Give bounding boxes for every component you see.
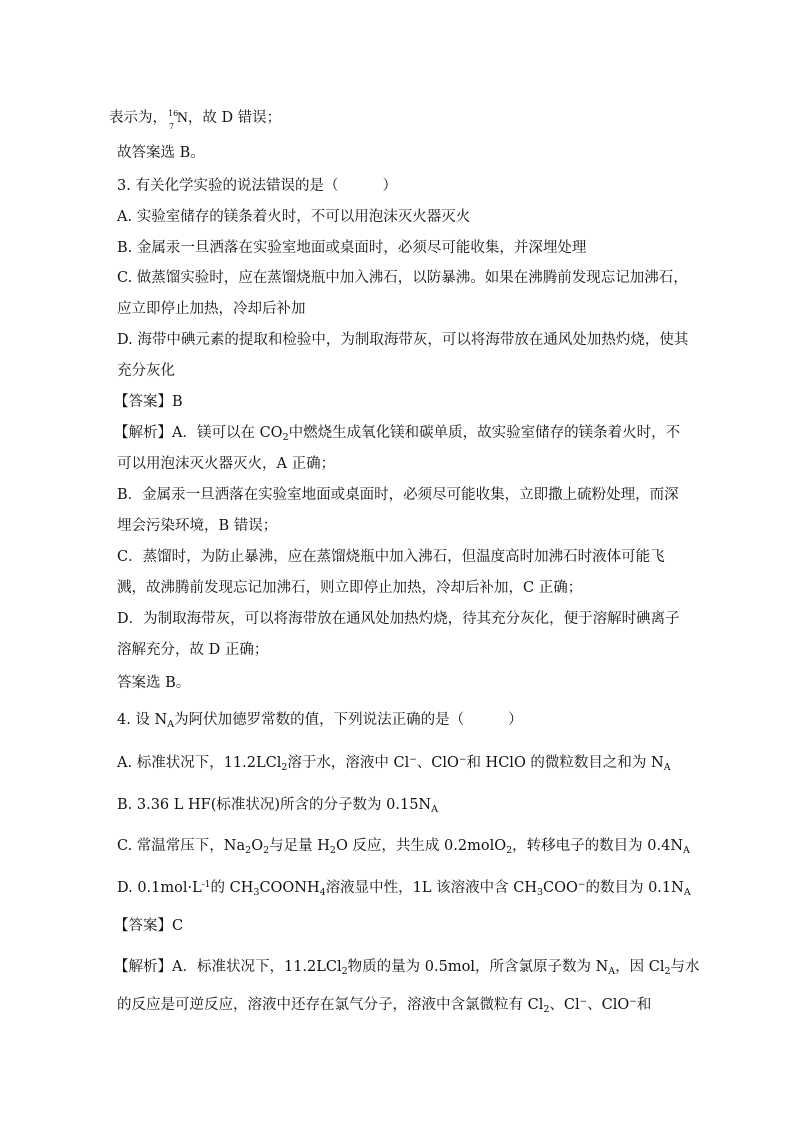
analysis-line: 【解析】A．镁可以在 $CO_2$中燃烧生成氧化镁和碳单质，故实验室储存的镁条着火时，不: [114, 425, 681, 443]
text-line: C．蒸馏时，为防止暴沸，应在蒸馏烧瓶中加入沸石，但温度高时加沸石时液体可能飞: [117, 549, 665, 565]
question-3-stem: 3. 有关化学实验的说法错误的是（ ）: [117, 178, 397, 194]
text-line: 的反应是可逆反应，溶液中还存在氯气分子，溶液中含氯微粒有 $Cl_2$、Cl−、ClO−和: [117, 997, 652, 1015]
text-line: 充分灰化: [117, 363, 175, 379]
text-line: 答案选 B。: [117, 675, 191, 691]
text-line: 可以用泡沫灭火器灭火，A 正确；: [117, 456, 336, 472]
text-line: 应立即停止加热，冷却后补加: [117, 301, 306, 317]
answer-label: 【答案】B: [114, 394, 183, 410]
answer-label: 【答案】C: [114, 918, 184, 934]
text-line: B．金属汞一旦洒落在实验室地面或桌面时，必须尽可能收集，立即撒上硫粉处理，而深: [117, 487, 679, 503]
question-3-option-a: A. 实验室储存的镁条着火时，不可以用泡沫灭火器灭火: [117, 209, 471, 225]
question-4-option-d: D. $0.1mol\cdot L^{-1}$的 $CH_3COONH_4$溶液显中性，1L 该溶液中含 $CH_3COO^-$的数目为 $0.1N_A$: [117, 880, 691, 898]
question-3-option-b: B. 金属汞一旦洒落在实验室地面或桌面时，必须尽可能收集，并深埋处理: [117, 240, 587, 256]
text-line: 表示为， 16 7 N，故 D 错误；: [109, 109, 282, 131]
question-3-option-c: C. 做蒸馏实验时，应在蒸馏烧瓶中加入沸石，以防暴沸。如果在沸腾前发现忘记加沸石，: [117, 270, 688, 286]
text-line: 溅，故沸腾前发现忘记加沸石，则立即停止加热，冷却后补加，C 正确；: [117, 580, 583, 596]
text-line: 故答案选 B。: [117, 145, 205, 161]
question-4-option-c: C. 常温常压下，$Na_2O_2$与足量 $H_2O$ 反应，共生成 0.2molO$_2$，转移电子的数目为 $0.4N_A$: [117, 838, 690, 856]
text-line: 埋会污染环境，B 错误；: [117, 518, 278, 534]
analysis-line: 【解析】A．标准状况下，11.2LCl$_2$物质的量为 0.5mol，所含氯原子数为 $N_A$，因 $Cl_2$与水: [114, 959, 700, 977]
question-4-stem: 4. 设 $N_A$为阿伏加德罗常数的值，下列说法正确的是（ ）: [117, 712, 523, 730]
question-4-option-b: B. 3.36 L HF(标准状况)所含的分子数为 $0.15N_A$: [117, 797, 438, 815]
nuclide-symbol: 16 7: [168, 109, 179, 131]
text-line: D．为制取海带灰，可以将海带放在通风处加热灼烧，待其充分灰化，便于溶解时碘离子: [117, 611, 680, 627]
question-3-option-d: D. 海带中碘元素的提取和检验中，为制取海带灰，可以将海带放在通风处加热灼烧，使其: [117, 332, 689, 348]
question-4-option-a: A. 标准状况下，11.2LCl$_2$溶于水，溶液中 Cl−、ClO−和 HClO 的微粒数目之和为 $N_A$: [117, 755, 671, 773]
text-line: 溶解充分，故 D 正确；: [117, 642, 269, 658]
